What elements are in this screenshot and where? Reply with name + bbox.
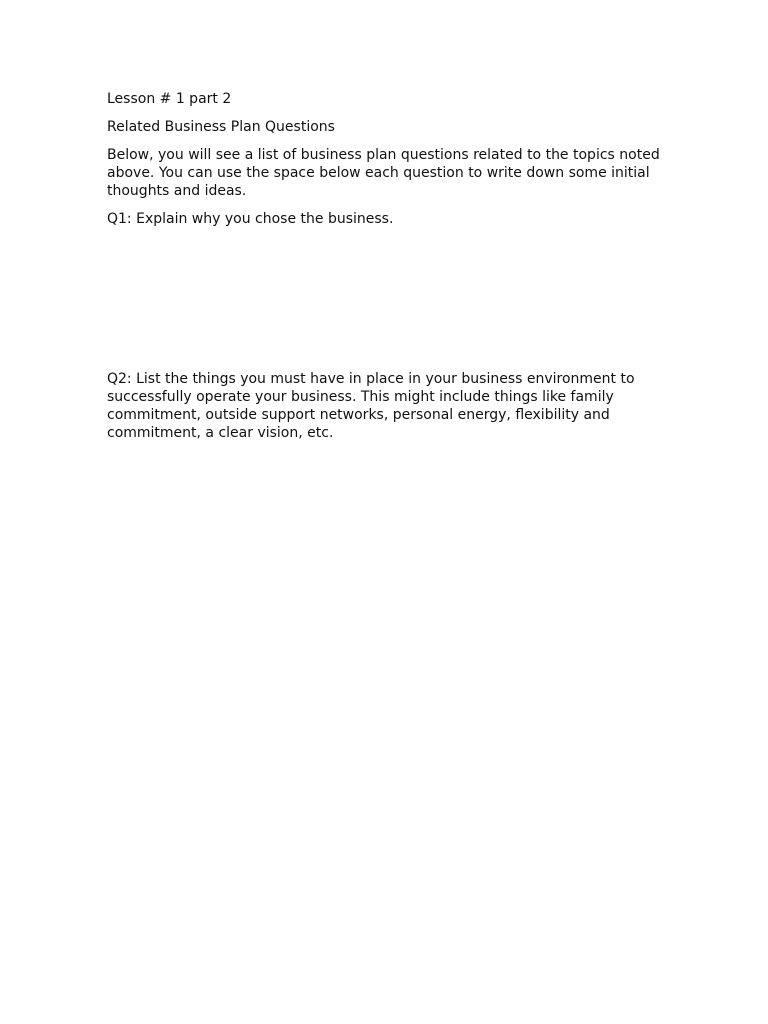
intro-paragraph: Below, you will see a list of business plan questions related to the topics noted above. You can use the space below each question to write down some initial thoughts and ideas.	[107, 147, 660, 199]
question-2: Q2: List the things you must have in place in your business environment to successfully operate your business. This might include things like family commitment, outside support networks, personal energy, flexibility and commitment, a clear vision, etc.	[107, 371, 635, 441]
document-body	[107, 90, 662, 452]
lesson-title: Lesson # 1 part 2	[107, 91, 232, 107]
section-title: Related Business Plan Questions	[107, 119, 335, 135]
answer-space-q1	[107, 238, 662, 370]
question-1: Q1: Explain why you chose the business.	[107, 211, 394, 227]
